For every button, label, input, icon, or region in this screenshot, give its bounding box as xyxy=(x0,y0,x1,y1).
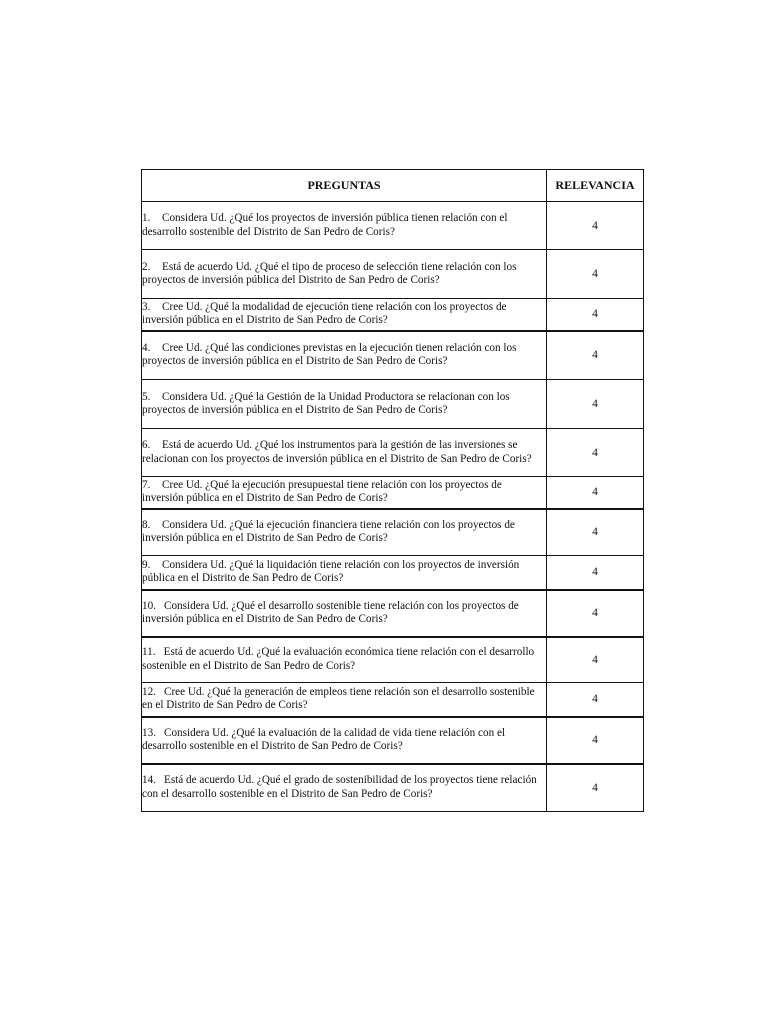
question-number: 11. xyxy=(142,646,156,659)
question-text: Considera Ud. ¿Qué la Gestión de la Unidad Productora se relacionan con los proyectos de inversión pública en el Distrito de San Pedro de Coris? xyxy=(142,390,510,416)
relevance-value: 4 xyxy=(547,717,644,764)
question-text: Considera Ud. ¿Qué la ejecución financiera tiene relación con los proyectos de inversión pública en el Distrito de San Pedro de Coris? xyxy=(142,518,515,545)
table-row xyxy=(142,509,644,556)
table-row xyxy=(142,202,644,250)
question-cell xyxy=(142,764,547,812)
table-row xyxy=(142,683,644,717)
question-number: 6. xyxy=(142,439,151,452)
question-text: Está de acuerdo Ud. ¿Qué el tipo de proceso de selección tiene relación con los proyectos de inversión pública del Distrito de San Pedro de Coris? xyxy=(142,260,517,286)
question-text: Está de acuerdo Ud. ¿Qué los instrumentos para la gestión de las inversiones se relacionan con los proyectos de inversión pública en el Distrito de San Pedro de Coris? xyxy=(142,439,532,465)
question-number: 5. xyxy=(142,390,151,403)
question-cell xyxy=(142,250,547,299)
relevance-value: 4 xyxy=(547,590,644,637)
questions-table xyxy=(141,169,644,812)
question-cell xyxy=(142,717,547,764)
question-cell xyxy=(142,556,547,590)
question-number: 13. xyxy=(142,726,156,739)
question-text: Cree Ud. ¿Qué la ejecución presupuestal tiene relación con los proyectos de inversión pública en el Distrito de San Pedro de Coris? xyxy=(142,478,502,505)
question-number: 10. xyxy=(142,599,156,612)
table-row xyxy=(142,477,644,509)
relevance-value: 4 xyxy=(547,637,644,683)
relevance-value: 4 xyxy=(547,477,644,509)
questions-sheet xyxy=(141,169,644,812)
question-number: 8. xyxy=(142,518,151,531)
table-row xyxy=(142,250,644,299)
question-number: 12. xyxy=(142,685,156,698)
relevance-value: 4 xyxy=(547,764,644,812)
question-cell xyxy=(142,429,547,477)
relevance-value: 4 xyxy=(547,429,644,477)
question-cell xyxy=(142,477,547,509)
relevance-value: 4 xyxy=(547,556,644,590)
question-cell xyxy=(142,331,547,380)
relevance-value: 4 xyxy=(547,683,644,717)
table-row xyxy=(142,380,644,429)
relevance-value: 4 xyxy=(547,380,644,429)
relevance-value: 4 xyxy=(547,250,644,299)
question-cell xyxy=(142,683,547,717)
question-text: Considera Ud. ¿Qué la liquidación tiene relación con los proyectos de inversión pública en el Distrito de San Pedro de Coris? xyxy=(142,558,520,585)
table-row xyxy=(142,299,644,331)
header-relevancia: RELEVANCIA xyxy=(547,170,644,202)
question-cell xyxy=(142,637,547,683)
table-row xyxy=(142,331,644,380)
question-number: 1. xyxy=(142,212,151,225)
question-text: Considera Ud. ¿Qué los proyectos de inversión pública tienen relación con el desarrollo sostenible del Distrito de San Pedro de Coris? xyxy=(142,212,508,238)
question-number: 9. xyxy=(142,558,151,571)
question-number: 3. xyxy=(142,300,151,313)
question-number: 14. xyxy=(142,774,156,787)
question-cell xyxy=(142,202,547,250)
question-text: Cree Ud. ¿Qué la generación de empleos tiene relación son el desarrollo sostenible en el Distrito de San Pedro de Coris? xyxy=(142,685,535,712)
table-row xyxy=(142,556,644,590)
question-text: Está de acuerdo Ud. ¿Qué la evaluación económica tiene relación con el desarrollo sostenible en el Distrito de San Pedro de Coris? xyxy=(142,646,535,672)
question-number: 2. xyxy=(142,260,151,273)
relevance-value: 4 xyxy=(547,202,644,250)
question-text: Considera Ud. ¿Qué el desarrollo sostenible tiene relación con los proyectos de inversión pública en el Distrito de San Pedro de Coris? xyxy=(142,599,519,625)
question-text: Cree Ud. ¿Qué las condiciones previstas en la ejecución tienen relación con los proyectos de inversión pública en el Distrito de San Pedro de Coris? xyxy=(142,341,517,368)
relevance-value: 4 xyxy=(547,509,644,556)
question-cell xyxy=(142,380,547,429)
table-row xyxy=(142,717,644,764)
question-number: 7. xyxy=(142,478,151,491)
question-cell xyxy=(142,590,547,637)
question-number: 4. xyxy=(142,341,151,354)
table-row xyxy=(142,764,644,812)
question-cell xyxy=(142,509,547,556)
table-row xyxy=(142,637,644,683)
table-header-row xyxy=(142,170,644,202)
relevance-value: 4 xyxy=(547,299,644,331)
relevance-value: 4 xyxy=(547,331,644,380)
question-text: Está de acuerdo Ud. ¿Qué el grado de sostenibilidad de los proyectos tiene relación con el desarrollo sostenible en el Distrito de San Pedro de Coris? xyxy=(142,774,537,800)
question-text: Cree Ud. ¿Qué la modalidad de ejecución tiene relación con los proyectos de inversión pública en el Distrito de San Pedro de Coris? xyxy=(142,300,507,327)
table-row xyxy=(142,429,644,477)
question-cell xyxy=(142,299,547,331)
table-row xyxy=(142,590,644,637)
header-preguntas: PREGUNTAS xyxy=(142,170,547,202)
question-text: Considera Ud. ¿Qué la evaluación de la calidad de vida tiene relación con el desarrollo sostenible en el Distrito de San Pedro de Coris? xyxy=(142,726,506,752)
